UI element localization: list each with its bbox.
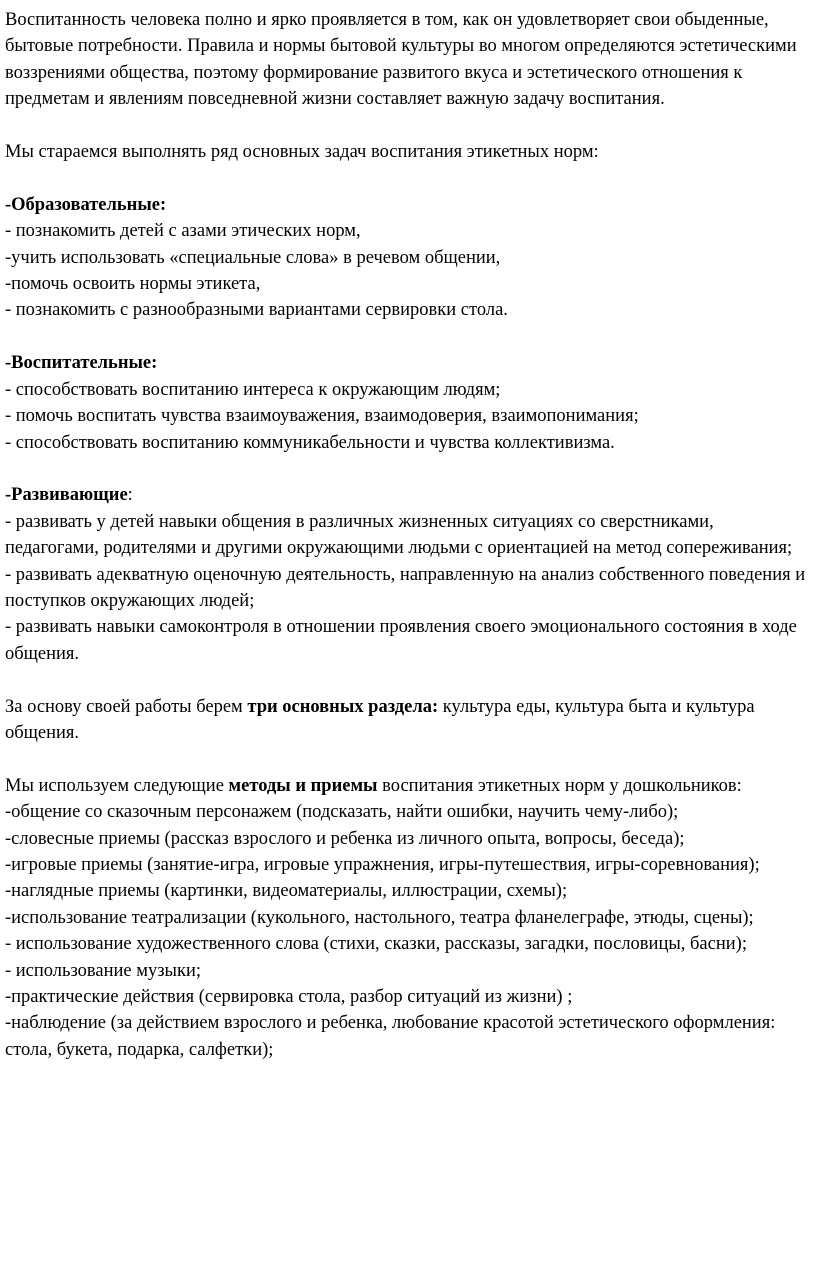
text-run: - использование художественного слова (стихи, сказки, рассказы, загадки, пословицы, басни); (5, 934, 747, 955)
blank-line (5, 746, 811, 772)
text-run: : (127, 485, 133, 506)
text-run: -словесные приемы (рассказ взрослого и ребенка из личного опыта, вопросы, беседа); (5, 828, 685, 849)
text-run: - развивать навыки самоконтроля в отношении проявления своего эмоционального состояния в ходе общения. (5, 617, 797, 664)
text-run: - развивать у детей навыки общения в различных жизненных ситуациях со сверстниками, педагогами, родителями и другими окружающими людьми с ориентацией на метод сопереживания; (5, 511, 793, 559)
text-run: -учить использовать «специальные слова» в речевом общении, (5, 247, 501, 268)
paragraph (5, 377, 811, 403)
paragraph (5, 192, 811, 218)
paragraph (5, 958, 811, 984)
paragraph (5, 694, 811, 747)
paragraph (5, 562, 811, 615)
text-run: -практические действия (сервировка стола, разбор ситуаций из жизни) ; (5, 987, 573, 1008)
bold-text-run: -Образовательные: (5, 194, 167, 215)
paragraph (5, 799, 811, 825)
blank-line (5, 667, 811, 693)
text-run: -использование театрализации (кукольного, настольного, театра фланелеграфе, этюды, сцены); (5, 907, 754, 928)
paragraph (5, 218, 811, 244)
paragraph (5, 482, 811, 508)
text-run: -наглядные приемы (картинки, видеоматериалы, иллюстрации, схемы); (5, 881, 568, 902)
paragraph (5, 297, 811, 323)
text-run: Мы используем следующие (5, 775, 229, 796)
paragraph (5, 509, 811, 562)
text-run: воспитания этикетных норм у дошкольников: (377, 775, 742, 796)
text-run: - способствовать воспитанию интереса к окружающим людям; (5, 379, 501, 400)
blank-line (5, 456, 811, 482)
bold-text-run: -Развивающие (5, 485, 128, 506)
blank-line (5, 324, 811, 350)
paragraph (5, 139, 811, 165)
text-run: -игровые приемы (занятие-игра, игровые упражнения, игры-путешествия, игры-соревнования); (5, 855, 760, 875)
text-run: культура еды, культура быта и культура общения. (5, 696, 755, 743)
text-run: За основу своей работы берем (5, 696, 248, 717)
paragraph (5, 931, 811, 957)
paragraph (5, 905, 811, 931)
paragraph (5, 852, 811, 878)
paragraph (5, 7, 811, 113)
paragraph (5, 245, 811, 271)
paragraph (5, 350, 811, 376)
text-run: -общение со сказочным персонажем (подсказать, найти ошибки, научить чему-либо); (5, 802, 679, 823)
paragraph (5, 878, 811, 904)
paragraph (5, 430, 811, 456)
paragraph (5, 1010, 811, 1063)
text-run: - использование музыки; (5, 960, 201, 981)
paragraph (5, 773, 811, 799)
paragraph (5, 271, 811, 297)
text-run: - развивать адекватную оценочную деятельность, направленную на анализ собственного поведения и поступков окружающих людей; (5, 564, 806, 611)
bold-text-run: -Воспитательные: (5, 353, 158, 374)
blank-line (5, 113, 811, 139)
text-run: Воспитанность человека полно и ярко проявляется в том, как он удовлетворяет свои обыденные, бытовые потребности. Правила и нормы бытовой культуры во многом определяются эстетическими воззрениями общества, поэтому формирование развитого вкуса и эстетического отношения к предметам и явлениям повседневной жизни составляет важную задачу воспитания. (5, 10, 797, 110)
text-run: - познакомить детей с азами этических норм, (5, 221, 361, 242)
blank-line (5, 165, 811, 191)
paragraph (5, 826, 811, 852)
bold-text-run: методы и приемы (228, 775, 378, 796)
paragraph (5, 403, 811, 429)
bold-text-run: три основных раздела: (247, 696, 439, 717)
text-run: Мы стараемся выполнять ряд основных задач воспитания этикетных норм: (5, 142, 599, 163)
text-run: - способствовать воспитанию коммуникабельности и чувства коллективизма. (5, 432, 615, 453)
paragraph (5, 614, 811, 667)
paragraph (5, 984, 811, 1010)
text-run: -наблюдение (за действием взрослого и ребенка, любование красотой эстетического оформления: стола, букета, подарка, салфетки); (5, 1013, 776, 1060)
text-run: - познакомить с разнообразными вариантами сервировки стола. (5, 300, 508, 321)
text-run: - помочь воспитать чувства взаимоуважения, взаимодоверия, взаимопонимания; (5, 406, 639, 427)
text-run: -помочь освоить нормы этикета, (5, 274, 261, 295)
